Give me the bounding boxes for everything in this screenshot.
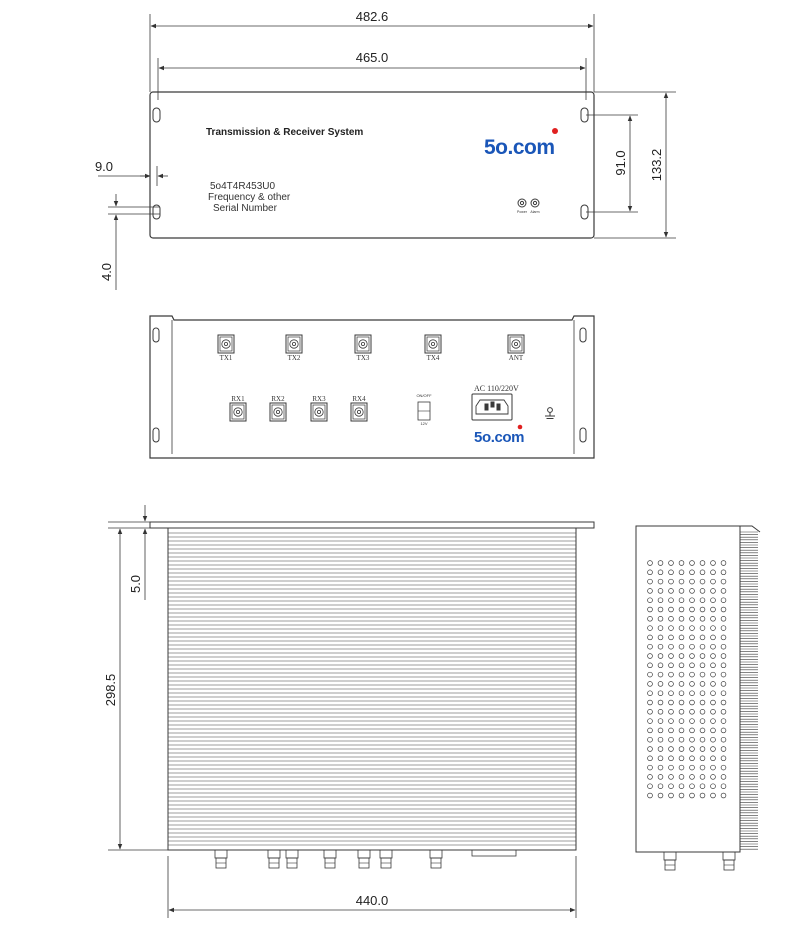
tx-port-3 (355, 335, 371, 353)
vent-hole (721, 784, 726, 789)
vent-hole (658, 691, 663, 696)
vent-hole (648, 728, 653, 733)
vent-hole (721, 709, 726, 714)
switch-label-bottom: 12V (420, 421, 428, 426)
vent-hole (721, 756, 726, 761)
vent-hole (700, 654, 705, 659)
vent-hole (658, 570, 663, 575)
vent-hole (690, 616, 695, 621)
dim-height: 133.2 (649, 148, 664, 182)
vent-hole (721, 635, 726, 640)
rx-port-4 (351, 403, 367, 421)
vent-hole (721, 728, 726, 733)
vent-hole (711, 579, 716, 584)
vent-hole (679, 626, 684, 631)
rx-port-4-label: RX4 (352, 395, 366, 403)
dim-overall-width: 482.6 (355, 9, 389, 24)
ground-icon (545, 408, 555, 419)
vent-hole (648, 700, 653, 705)
vent-hole (711, 747, 716, 752)
vent-hole (711, 700, 716, 705)
vent-hole (658, 644, 663, 649)
vent-hole (711, 719, 716, 724)
vent-hole (669, 607, 674, 612)
side-panel (636, 526, 740, 852)
vent-hole (711, 598, 716, 603)
ant-port (508, 335, 524, 353)
vent-hole (658, 737, 663, 742)
top-view (108, 505, 594, 918)
vent-hole (669, 784, 674, 789)
vent-hole (711, 682, 716, 687)
tx-port-2-label: TX2 (287, 354, 301, 362)
vent-hole (648, 691, 653, 696)
vent-hole (648, 635, 653, 640)
vent-hole (690, 709, 695, 714)
led-label-power: Power (517, 210, 527, 214)
dim-flange: 5.0 (128, 574, 143, 594)
rear-panel (150, 316, 594, 458)
vent-hole (669, 626, 674, 631)
vent-hole (679, 579, 684, 584)
vent-hole (669, 644, 674, 649)
vent-hole (679, 682, 684, 687)
side-connectors (664, 852, 735, 870)
vent-hole (721, 607, 726, 612)
vent-hole (669, 728, 674, 733)
vent-hole (721, 775, 726, 780)
vent-hole (721, 719, 726, 724)
vent-hole (711, 561, 716, 566)
vent-hole (658, 663, 663, 668)
vent-hole (721, 765, 726, 770)
vent-hole (669, 589, 674, 594)
vent-hole (679, 616, 684, 621)
side-view (636, 526, 760, 870)
vent-hole (690, 700, 695, 705)
vent-hole (690, 691, 695, 696)
vent-hole (658, 756, 663, 761)
vent-hole (711, 570, 716, 575)
vent-hole (700, 719, 705, 724)
vent-hole (721, 747, 726, 752)
dim-hole-height: 91.0 (613, 150, 628, 176)
vent-hole (711, 607, 716, 612)
vent-hole (669, 793, 674, 798)
logo-front: 5o.com (484, 136, 555, 159)
vent-hole (721, 598, 726, 603)
vent-hole (669, 635, 674, 640)
inlet-profile (472, 850, 516, 856)
vent-hole (658, 579, 663, 584)
vent-hole (679, 607, 684, 612)
vent-hole (658, 719, 663, 724)
vent-hole (700, 607, 705, 612)
vent-hole (700, 709, 705, 714)
vent-hole (721, 589, 726, 594)
vent-hole (711, 635, 716, 640)
vent-hole (711, 793, 716, 798)
vent-hole (648, 747, 653, 752)
vent-hole (669, 737, 674, 742)
vent-hole (700, 784, 705, 789)
vent-hole (648, 737, 653, 742)
vent-hole (669, 765, 674, 770)
vent-hole (669, 719, 674, 724)
vent-hole (658, 709, 663, 714)
vent-hole (658, 626, 663, 631)
tx-port-4 (425, 335, 441, 353)
vent-hole (669, 663, 674, 668)
vent-hole (648, 682, 653, 687)
logo-dot-front (552, 128, 558, 134)
vent-hole (721, 682, 726, 687)
vent-hole (658, 598, 663, 603)
vent-hole (711, 616, 716, 621)
vent-hole (669, 579, 674, 584)
vent-hole (648, 719, 653, 724)
vent-hole (648, 709, 653, 714)
vent-hole (669, 691, 674, 696)
rear-ports (218, 335, 524, 421)
vent-hole (648, 589, 653, 594)
vent-hole (711, 737, 716, 742)
vent-hole (690, 737, 695, 742)
vent-hole (669, 747, 674, 752)
side-fins (740, 532, 758, 849)
ac-label: AC 110/220V (474, 384, 519, 393)
vent-hole (700, 626, 705, 631)
heatsink-fins (168, 533, 576, 845)
vent-hole (721, 691, 726, 696)
vent-hole (658, 784, 663, 789)
vent-hole (721, 663, 726, 668)
vent-hole (690, 654, 695, 659)
vent-hole (679, 561, 684, 566)
vent-hole (700, 598, 705, 603)
vent-hole (658, 635, 663, 640)
rx-port-3-label: RX3 (312, 395, 326, 403)
vent-hole (690, 784, 695, 789)
tx-port-1 (218, 335, 234, 353)
front-panel (150, 92, 594, 238)
rx-port-2-label: RX2 (271, 395, 285, 403)
connector-stub (358, 850, 370, 868)
mount-slot-tl (153, 108, 160, 122)
vent-hole (711, 709, 716, 714)
ant-port-label: ANT (508, 354, 524, 362)
vent-hole (648, 793, 653, 798)
vent-hole (690, 756, 695, 761)
connector-stub (215, 850, 227, 868)
vent-hole (700, 616, 705, 621)
vent-hole (690, 793, 695, 798)
dim-body-width: 440.0 (355, 893, 389, 908)
vent-hole (721, 626, 726, 631)
vent-hole (648, 570, 653, 575)
vent-hole (679, 793, 684, 798)
vent-hole (648, 765, 653, 770)
vent-hole (648, 663, 653, 668)
vent-hole (648, 644, 653, 649)
vent-hole (669, 561, 674, 566)
vent-hole (721, 700, 726, 705)
vent-hole (711, 663, 716, 668)
vent-hole (658, 775, 663, 780)
vent-hole (721, 570, 726, 575)
vent-hole (648, 561, 653, 566)
panel-title: Transmission & Receiver System (206, 127, 364, 138)
vent-hole (700, 747, 705, 752)
rx-port-3 (311, 403, 327, 421)
dim-depth: 298.5 (103, 673, 118, 707)
vent-hole (711, 775, 716, 780)
connector-stub (380, 850, 392, 868)
vent-hole (721, 561, 726, 566)
vent-hole (700, 737, 705, 742)
vent-hole (658, 765, 663, 770)
rx-port-1-label: RX1 (231, 395, 245, 403)
logo-dot-rear (518, 425, 523, 430)
vent-hole (679, 747, 684, 752)
vent-hole (679, 691, 684, 696)
vent-hole (690, 644, 695, 649)
dim-slot-width: 4.0 (99, 262, 114, 282)
vent-hole (700, 579, 705, 584)
vent-hole (690, 635, 695, 640)
switch-label-top: ON/OFF (416, 393, 432, 398)
vent-hole (669, 709, 674, 714)
vent-hole (669, 654, 674, 659)
vent-hole (690, 626, 695, 631)
vent-hole (690, 765, 695, 770)
vent-hole (721, 654, 726, 659)
connector-stub (286, 850, 298, 868)
vent-hole (679, 775, 684, 780)
top-view-connectors (215, 850, 442, 868)
vent-hole (679, 756, 684, 761)
vent-hole (679, 654, 684, 659)
vent-hole (690, 747, 695, 752)
vent-hole (700, 793, 705, 798)
dim-hole-width: 465.0 (355, 50, 389, 65)
vent-hole (711, 654, 716, 659)
rx-port-1 (230, 403, 246, 421)
rx-port-2 (270, 403, 286, 421)
led-label-alarm: Alarm (530, 210, 540, 214)
model-number: 5o4T4R453U0 (210, 181, 276, 192)
vent-hole (648, 607, 653, 612)
vent-hole (690, 775, 695, 780)
vent-hole (700, 644, 705, 649)
vent-hole (711, 756, 716, 761)
freq-line: Frequency & other (208, 192, 291, 203)
vent-hole (690, 663, 695, 668)
vent-holes (648, 561, 726, 798)
vent-hole (711, 626, 716, 631)
vent-hole (669, 682, 674, 687)
vent-hole (711, 644, 716, 649)
vent-hole (679, 589, 684, 594)
vent-hole (648, 626, 653, 631)
vent-hole (648, 775, 653, 780)
vent-hole (658, 616, 663, 621)
vent-hole (658, 589, 663, 594)
vent-hole (700, 672, 705, 677)
vent-hole (669, 672, 674, 677)
tx-port-1-label: TX1 (219, 354, 233, 362)
vent-hole (658, 561, 663, 566)
vent-hole (679, 784, 684, 789)
vent-hole (669, 570, 674, 575)
vent-hole (721, 793, 726, 798)
vent-hole (679, 719, 684, 724)
vent-hole (690, 579, 695, 584)
vent-hole (711, 691, 716, 696)
vent-hole (700, 728, 705, 733)
vent-hole (669, 756, 674, 761)
dim-left-offset: 9.0 (94, 159, 114, 174)
vent-hole (679, 700, 684, 705)
vent-hole (700, 700, 705, 705)
vent-hole (648, 616, 653, 621)
vent-hole (700, 635, 705, 640)
vent-hole (690, 598, 695, 603)
vent-hole (700, 561, 705, 566)
vent-hole (690, 672, 695, 677)
vent-hole (658, 654, 663, 659)
vent-hole (700, 589, 705, 594)
vent-hole (679, 598, 684, 603)
vent-hole (658, 607, 663, 612)
vent-hole (700, 691, 705, 696)
tx-port-2 (286, 335, 302, 353)
side-connector-stub (723, 852, 735, 870)
vent-hole (669, 616, 674, 621)
vent-hole (711, 784, 716, 789)
vent-hole (690, 682, 695, 687)
vent-hole (700, 663, 705, 668)
serial-line: Serial Number (213, 203, 277, 214)
tx-port-4-label: TX4 (426, 354, 440, 362)
top-flange (150, 522, 594, 528)
vent-hole (679, 709, 684, 714)
vent-hole (648, 654, 653, 659)
vent-hole (721, 737, 726, 742)
vent-hole (658, 728, 663, 733)
connector-stub (268, 850, 280, 868)
vent-hole (700, 570, 705, 575)
vent-hole (700, 775, 705, 780)
vent-hole (658, 682, 663, 687)
vent-hole (721, 616, 726, 621)
vent-hole (669, 775, 674, 780)
power-led (518, 199, 526, 207)
vent-hole (658, 747, 663, 752)
vent-hole (690, 561, 695, 566)
vent-hole (669, 598, 674, 603)
vent-hole (648, 598, 653, 603)
vent-hole (679, 644, 684, 649)
vent-hole (721, 672, 726, 677)
tx-port-3-label: TX3 (356, 354, 370, 362)
vent-hole (679, 635, 684, 640)
vent-hole (690, 607, 695, 612)
vent-hole (711, 672, 716, 677)
vent-hole (700, 756, 705, 761)
vent-hole (679, 728, 684, 733)
connector-stub (430, 850, 442, 868)
vent-hole (700, 765, 705, 770)
vent-hole (648, 579, 653, 584)
vent-hole (648, 784, 653, 789)
vent-hole (679, 672, 684, 677)
vent-hole (658, 793, 663, 798)
vent-hole (690, 719, 695, 724)
connector-stub (324, 850, 336, 868)
vent-hole (648, 756, 653, 761)
vent-hole (721, 644, 726, 649)
vent-hole (679, 663, 684, 668)
vent-hole (679, 570, 684, 575)
vent-hole (690, 589, 695, 594)
vent-hole (711, 728, 716, 733)
vent-hole (690, 728, 695, 733)
vent-hole (711, 765, 716, 770)
rear-view (150, 316, 594, 458)
vent-hole (669, 700, 674, 705)
vent-hole (679, 737, 684, 742)
vent-hole (700, 682, 705, 687)
logo-rear: 5o.com (474, 429, 525, 446)
alarm-led (531, 199, 539, 207)
vent-hole (648, 672, 653, 677)
vent-hole (721, 579, 726, 584)
vent-hole (711, 589, 716, 594)
vent-hole (658, 672, 663, 677)
vent-hole (679, 765, 684, 770)
side-connector-stub (664, 852, 676, 870)
vent-hole (690, 570, 695, 575)
vent-hole (658, 700, 663, 705)
